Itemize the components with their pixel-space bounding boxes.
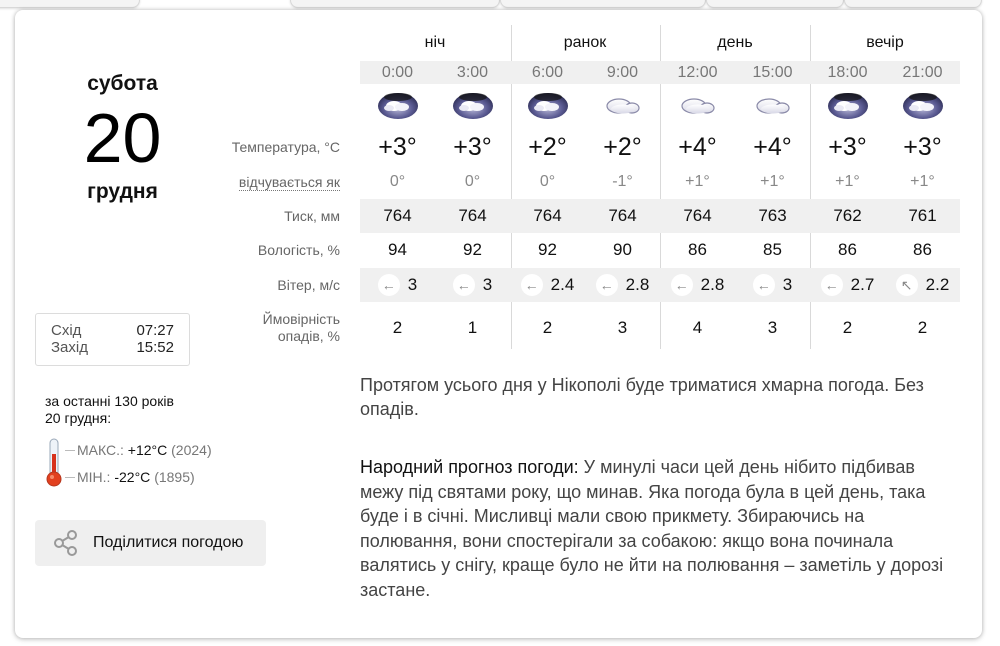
humidity-label: Вологість, %: [257, 242, 340, 258]
temp-cell: +3°: [903, 132, 942, 161]
wind-cell: ← 2.8: [660, 274, 735, 296]
period-day: день: [717, 34, 753, 51]
humidity-cell: 90: [613, 240, 632, 259]
pressure-cell: 764: [608, 206, 637, 225]
day-tab[interactable]: [706, 0, 844, 8]
wind-direction-icon: ←: [521, 274, 543, 296]
share-label: Поділитися погодою: [93, 534, 244, 551]
weekday: субота: [87, 72, 158, 95]
folk-forecast-heading: Народний прогноз погоди:: [360, 457, 579, 477]
temp-cell: +2°: [603, 132, 642, 161]
temp-cell: +4°: [678, 132, 717, 161]
precip-cell: 3: [617, 318, 628, 337]
temp-cell: +3°: [378, 132, 417, 161]
wind-direction-icon: ←: [753, 274, 775, 296]
share-icon: [53, 530, 79, 556]
history-title-line2: 20 грудня:: [45, 410, 112, 426]
time-cell: 3:00: [456, 64, 489, 81]
time-row: [200, 61, 960, 84]
wind-direction-icon: ←: [453, 274, 475, 296]
precip-cell: 4: [692, 318, 703, 337]
sunset-time: 15:52: [136, 339, 174, 356]
feels-cell: 0°: [539, 173, 556, 190]
humidity-cell: 86: [688, 240, 707, 259]
feels-cell: 0°: [464, 173, 481, 190]
humidity-cell: 92: [538, 240, 557, 259]
wind-direction-icon: ↖: [896, 274, 918, 296]
precip-cell: 2: [542, 318, 553, 337]
wind-direction-icon: ←: [671, 274, 693, 296]
tick-line: [65, 450, 75, 451]
feels-cell: -1°: [612, 173, 633, 190]
day-number: 20: [83, 99, 162, 177]
wind-cell: ← 2.4: [510, 274, 585, 296]
precip-cell: 2: [917, 318, 928, 337]
sun-times-box: [35, 313, 190, 366]
pressure-cell: 764: [383, 206, 412, 225]
pressure-cell: 764: [458, 206, 487, 225]
wind-direction-icon: ←: [821, 274, 843, 296]
time-cell: 6:00: [531, 64, 564, 81]
precipitation-label: Ймовірність опадів, %: [262, 311, 340, 344]
day-tab[interactable]: [0, 0, 140, 8]
wind-cell: ← 3: [735, 274, 810, 296]
history-title-line1: за останні 130 років: [45, 393, 174, 409]
day-tab[interactable]: [290, 0, 500, 8]
feels-like-label[interactable]: відчувається як: [238, 174, 340, 190]
feels-like-row: [200, 168, 960, 196]
humidity-cell: 86: [838, 240, 857, 259]
precip-cell: 3: [767, 318, 778, 337]
precip-cell: 2: [842, 318, 853, 337]
month: грудня: [87, 180, 158, 203]
wind-cell: ← 2.7: [810, 274, 885, 296]
precip-cell: 2: [392, 318, 403, 337]
icon-row: [200, 88, 960, 128]
temp-cell: +4°: [753, 132, 792, 161]
wind-label: Вітер, м/с: [277, 277, 340, 293]
temperature-label: Температура, °C: [231, 139, 340, 155]
temperature-row: [200, 130, 960, 164]
day-tabs-strip: [0, 0, 1000, 10]
overcast-night-cloud-icon: [901, 91, 945, 121]
history-max: МАКС.: +12°C (2024): [77, 442, 212, 458]
folk-forecast: [360, 455, 960, 602]
time-cell: 12:00: [677, 64, 718, 81]
precipitation-row: [200, 308, 960, 348]
time-cell: 0:00: [381, 64, 414, 81]
temp-cell: +2°: [528, 132, 567, 161]
pressure-label: Тиск, мм: [284, 208, 340, 224]
overcast-night-cloud-icon: [451, 91, 495, 121]
humidity-cell: 94: [388, 240, 407, 259]
temp-cell: +3°: [453, 132, 492, 161]
pressure-cell: 763: [758, 206, 787, 225]
humidity-cell: 86: [913, 240, 932, 259]
period-evening: вечір: [866, 34, 904, 51]
time-cell: 9:00: [606, 64, 639, 81]
feels-cell: +1°: [835, 173, 860, 190]
feels-cell: +1°: [910, 173, 935, 190]
feels-cell: +1°: [760, 173, 785, 190]
wind-cell: ← 2.8: [585, 274, 660, 296]
wind-row: [200, 268, 960, 302]
pressure-cell: 764: [683, 206, 712, 225]
time-cell: 21:00: [902, 64, 943, 81]
thermometer-icon: [45, 438, 63, 488]
feels-cell: 0°: [389, 173, 406, 190]
time-cell: 18:00: [827, 64, 868, 81]
temp-cell: +3°: [828, 132, 867, 161]
weather-description: Протягом усього дня у Нікополі буде триматися хмарна погода. Без опадів.: [360, 375, 924, 419]
history-records: [45, 438, 285, 488]
cloud-icon: [751, 91, 795, 121]
wind-direction-icon: ←: [378, 274, 400, 296]
pressure-row: [200, 199, 960, 233]
day-tab[interactable]: [844, 0, 982, 8]
wind-cell: ← 3: [435, 274, 510, 296]
sunrise-label: Схід: [51, 322, 82, 339]
period-morning: ранок: [563, 34, 607, 51]
wind-cell: ← 3: [360, 274, 435, 296]
cloud-icon: [676, 91, 720, 121]
share-weather-button[interactable]: [35, 520, 266, 566]
date-block: [50, 70, 195, 206]
overcast-night-cloud-icon: [376, 91, 420, 121]
wind-cell: ↖ 2.2: [885, 274, 960, 296]
tick-line: [65, 477, 75, 478]
humidity-row: [200, 233, 960, 267]
history-title: [45, 393, 275, 427]
time-cell: 15:00: [752, 64, 793, 81]
folk-forecast-text: У минулі часи цей день нібито підбивав межу під святами року, що минав. Яка погода була в цей день, така буде і в січні. Мисливці мали свою прикмету. Збираючись на полювання, вони спостерігали за собакою: якщо вона починала валятись у снігу, краще було не йти на полювання – заметіль у дорозі застане.: [360, 457, 944, 600]
period-night: ніч: [424, 34, 446, 51]
day-tab[interactable]: [500, 0, 706, 8]
overcast-night-cloud-icon: [826, 91, 870, 121]
history-min: МІН.: -22°C (1895): [77, 469, 195, 485]
pressure-cell: 761: [908, 206, 937, 225]
sunset-label: Захід: [51, 339, 88, 356]
precip-cell: 1: [467, 318, 478, 337]
wind-direction-icon: ←: [596, 274, 618, 296]
cloud-icon: [601, 91, 645, 121]
pressure-cell: 762: [833, 206, 862, 225]
humidity-cell: 92: [463, 240, 482, 259]
feels-cell: +1°: [685, 173, 710, 190]
humidity-cell: 85: [763, 240, 782, 259]
overcast-night-cloud-icon: [526, 91, 570, 121]
sunrise-time: 07:27: [136, 322, 174, 339]
pressure-cell: 764: [533, 206, 562, 225]
